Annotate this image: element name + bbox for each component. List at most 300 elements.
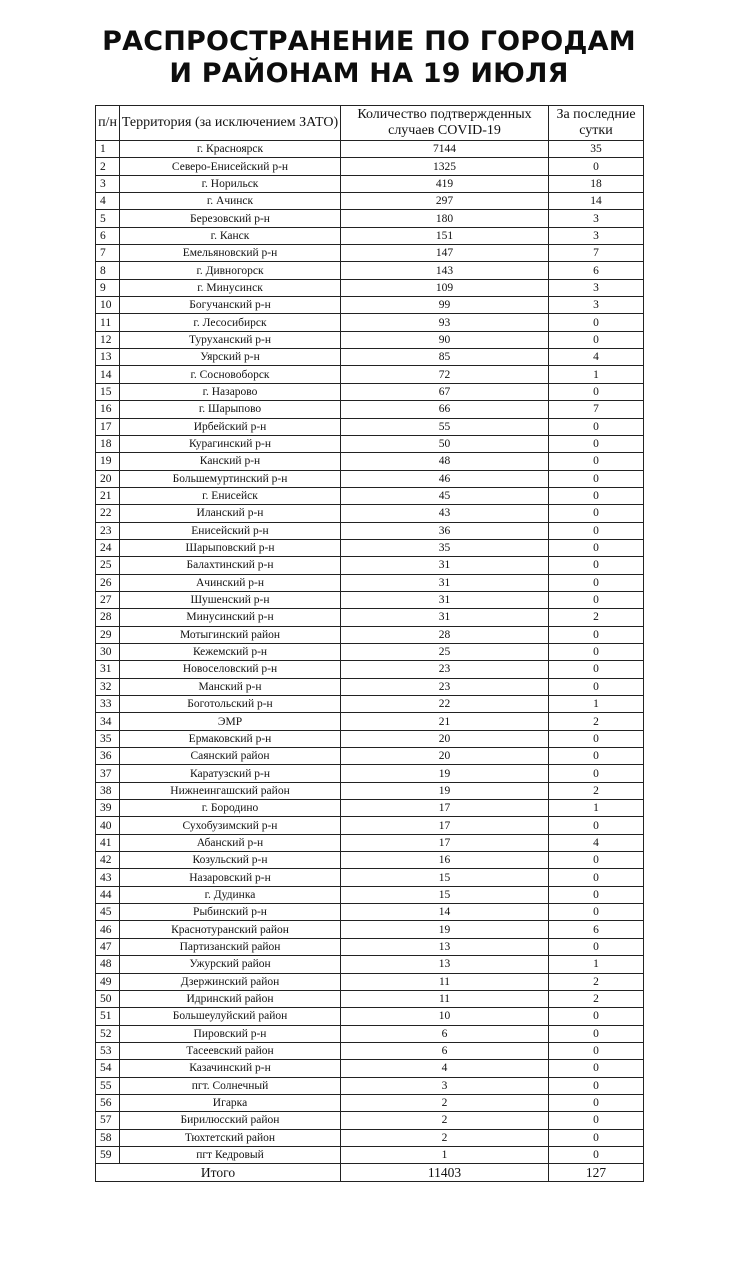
last-day-cell: 0 [549, 730, 644, 747]
row-number: 36 [96, 748, 120, 765]
cases-count-cell: 21 [341, 713, 549, 730]
cases-count-cell: 4 [341, 1060, 549, 1077]
row-number: 18 [96, 435, 120, 452]
territory-cell: г. Минусинск [120, 279, 341, 296]
row-number: 50 [96, 990, 120, 1007]
row-number: 13 [96, 349, 120, 366]
cases-count-cell: 11 [341, 990, 549, 1007]
cases-count-cell: 180 [341, 210, 549, 227]
cases-count-cell: 36 [341, 522, 549, 539]
last-day-cell: 0 [549, 626, 644, 643]
header-number: п/н [96, 106, 120, 141]
cases-count-cell: 13 [341, 938, 549, 955]
territory-cell: г. Ачинск [120, 193, 341, 210]
row-number: 7 [96, 245, 120, 262]
row-number: 25 [96, 557, 120, 574]
table-row [96, 730, 644, 747]
last-day-cell: 2 [549, 782, 644, 799]
last-day-cell: 4 [549, 349, 644, 366]
territory-cell: г. Бородино [120, 800, 341, 817]
cases-count-cell: 2 [341, 1094, 549, 1111]
last-day-cell: 0 [549, 539, 644, 556]
cases-count-cell: 50 [341, 435, 549, 452]
last-day-cell: 18 [549, 175, 644, 192]
row-number: 21 [96, 487, 120, 504]
territory-cell: Шарыповский р-н [120, 539, 341, 556]
table-row [96, 678, 644, 695]
row-number: 35 [96, 730, 120, 747]
territory-cell: Большеулуйский район [120, 1008, 341, 1025]
row-number: 6 [96, 227, 120, 244]
last-day-cell: 0 [549, 505, 644, 522]
row-number: 1 [96, 141, 120, 158]
table-row [96, 852, 644, 869]
table-row [96, 1008, 644, 1025]
table-row [96, 297, 644, 314]
cases-count-cell: 72 [341, 366, 549, 383]
table-row [96, 643, 644, 660]
table-row [96, 210, 644, 227]
territory-cell: Мотыгинский район [120, 626, 341, 643]
territory-cell: Козульский р-н [120, 852, 341, 869]
cases-count-cell: 15 [341, 886, 549, 903]
last-day-cell: 0 [549, 748, 644, 765]
row-number: 46 [96, 921, 120, 938]
table-row [96, 904, 644, 921]
last-day-cell: 0 [549, 1060, 644, 1077]
row-number: 56 [96, 1094, 120, 1111]
cases-count-cell: 55 [341, 418, 549, 435]
total-row [96, 1164, 644, 1182]
row-number: 30 [96, 643, 120, 660]
last-day-cell: 0 [549, 591, 644, 608]
table-row [96, 1112, 644, 1129]
table-row [96, 817, 644, 834]
row-number: 12 [96, 331, 120, 348]
cases-count-cell: 19 [341, 921, 549, 938]
cases-count-cell: 31 [341, 574, 549, 591]
table-row [96, 886, 644, 903]
last-day-cell: 0 [549, 1077, 644, 1094]
cases-count-cell: 14 [341, 904, 549, 921]
table-row [96, 626, 644, 643]
table-row [96, 539, 644, 556]
territory-cell: Уярский р-н [120, 349, 341, 366]
row-number: 33 [96, 696, 120, 713]
last-day-cell: 0 [549, 470, 644, 487]
last-day-cell: 1 [549, 956, 644, 973]
row-number: 11 [96, 314, 120, 331]
cases-count-cell: 2 [341, 1112, 549, 1129]
cases-count-cell: 20 [341, 748, 549, 765]
territory-cell: Емельяновский р-н [120, 245, 341, 262]
row-number: 4 [96, 193, 120, 210]
cases-count-cell: 147 [341, 245, 549, 262]
table-row [96, 349, 644, 366]
last-day-cell: 0 [549, 938, 644, 955]
cases-count-cell: 151 [341, 227, 549, 244]
table-row [96, 938, 644, 955]
territory-cell: г. Лесосибирск [120, 314, 341, 331]
last-day-cell: 35 [549, 141, 644, 158]
table-row [96, 591, 644, 608]
row-number: 27 [96, 591, 120, 608]
row-number: 58 [96, 1129, 120, 1146]
table-row [96, 1042, 644, 1059]
last-day-cell: 2 [549, 973, 644, 990]
territory-cell: г. Назарово [120, 383, 341, 400]
territory-cell: Саянский район [120, 748, 341, 765]
last-day-cell: 0 [549, 886, 644, 903]
cases-count-cell: 28 [341, 626, 549, 643]
row-number: 5 [96, 210, 120, 227]
row-number: 34 [96, 713, 120, 730]
territory-cell: Канский р-н [120, 453, 341, 470]
cases-count-cell: 6 [341, 1042, 549, 1059]
territory-cell: пгт Кедровый [120, 1146, 341, 1163]
title-line-1: РАСПРОСТРАНЕНИЕ ПО ГОРОДАМ [102, 26, 636, 57]
last-day-cell: 0 [549, 1129, 644, 1146]
row-number: 53 [96, 1042, 120, 1059]
last-day-cell: 0 [549, 383, 644, 400]
table-row [96, 279, 644, 296]
table-row [96, 921, 644, 938]
cases-count-cell: 35 [341, 539, 549, 556]
table-row [96, 1094, 644, 1111]
table-row [96, 331, 644, 348]
row-number: 42 [96, 852, 120, 869]
row-number: 2 [96, 158, 120, 175]
last-day-cell: 14 [549, 193, 644, 210]
table-row [96, 574, 644, 591]
row-number: 17 [96, 418, 120, 435]
table-header-row [96, 106, 644, 141]
table-row [96, 696, 644, 713]
row-number: 31 [96, 661, 120, 678]
cases-count-cell: 46 [341, 470, 549, 487]
last-day-cell: 3 [549, 297, 644, 314]
territory-cell: Туруханский р-н [120, 331, 341, 348]
territory-cell: г. Шарыпово [120, 401, 341, 418]
row-number: 41 [96, 834, 120, 851]
total-label: Итого [96, 1164, 341, 1182]
cases-count-cell: 31 [341, 557, 549, 574]
table-row [96, 453, 644, 470]
territory-cell: Иланский р-н [120, 505, 341, 522]
row-number: 48 [96, 956, 120, 973]
cases-count-cell: 109 [341, 279, 549, 296]
cases-count-cell: 48 [341, 453, 549, 470]
table-row [96, 713, 644, 730]
territory-cell: Шушенский р-н [120, 591, 341, 608]
territory-cell: Каратузский р-н [120, 765, 341, 782]
table-row [96, 227, 644, 244]
last-day-cell: 0 [549, 852, 644, 869]
table-row [96, 470, 644, 487]
cases-count-cell: 43 [341, 505, 549, 522]
total-count: 11403 [341, 1164, 549, 1182]
last-day-cell: 0 [549, 574, 644, 591]
last-day-cell: 0 [549, 557, 644, 574]
territory-cell: Рыбинский р-н [120, 904, 341, 921]
row-number: 55 [96, 1077, 120, 1094]
territory-cell: Тасеевский район [120, 1042, 341, 1059]
table-row [96, 557, 644, 574]
cases-count-cell: 23 [341, 661, 549, 678]
territory-cell: Абанский р-н [120, 834, 341, 851]
last-day-cell: 0 [549, 1146, 644, 1163]
row-number: 37 [96, 765, 120, 782]
row-number: 44 [96, 886, 120, 903]
territory-cell: Игарка [120, 1094, 341, 1111]
territory-cell: Дзержинский район [120, 973, 341, 990]
last-day-cell: 7 [549, 401, 644, 418]
last-day-cell: 0 [549, 765, 644, 782]
last-day-cell: 0 [549, 1042, 644, 1059]
table-row [96, 973, 644, 990]
row-number: 39 [96, 800, 120, 817]
last-day-cell: 0 [549, 314, 644, 331]
table-row [96, 869, 644, 886]
table-row [96, 1060, 644, 1077]
territory-cell: Енисейский р-н [120, 522, 341, 539]
territory-cell: Краснотуранский район [120, 921, 341, 938]
row-number: 14 [96, 366, 120, 383]
territory-cell: Кежемский р-н [120, 643, 341, 660]
table-row [96, 245, 644, 262]
territory-cell: г. Енисейск [120, 487, 341, 504]
row-number: 47 [96, 938, 120, 955]
last-day-cell: 0 [549, 869, 644, 886]
row-number: 45 [96, 904, 120, 921]
territory-cell: пгт. Солнечный [120, 1077, 341, 1094]
territory-cell: Сухобузимский р-н [120, 817, 341, 834]
territory-cell: г. Канск [120, 227, 341, 244]
last-day-cell: 3 [549, 227, 644, 244]
last-day-cell: 0 [549, 1094, 644, 1111]
cases-count-cell: 45 [341, 487, 549, 504]
title-line-2: И РАЙОНАМ НА 19 ИЮЛЯ [169, 58, 569, 89]
territory-cell: г. Сосновоборск [120, 366, 341, 383]
table-row [96, 782, 644, 799]
territory-cell: г. Красноярск [120, 141, 341, 158]
cases-count-cell: 93 [341, 314, 549, 331]
table-row [96, 366, 644, 383]
row-number: 28 [96, 609, 120, 626]
cases-count-cell: 23 [341, 678, 549, 695]
cases-count-cell: 143 [341, 262, 549, 279]
last-day-cell: 3 [549, 210, 644, 227]
row-number: 52 [96, 1025, 120, 1042]
territory-cell: Казачинский р-н [120, 1060, 341, 1077]
row-number: 51 [96, 1008, 120, 1025]
table-row [96, 609, 644, 626]
table-row [96, 1129, 644, 1146]
last-day-cell: 0 [549, 487, 644, 504]
last-day-cell: 6 [549, 262, 644, 279]
cases-count-cell: 3 [341, 1077, 549, 1094]
last-day-cell: 0 [549, 435, 644, 452]
last-day-cell: 2 [549, 713, 644, 730]
cases-count-cell: 11 [341, 973, 549, 990]
row-number: 24 [96, 539, 120, 556]
covid-cases-table [95, 105, 644, 1182]
row-number: 19 [96, 453, 120, 470]
territory-cell: Ирбейский р-н [120, 418, 341, 435]
table-body [96, 141, 644, 1164]
table-row [96, 401, 644, 418]
last-day-cell: 0 [549, 678, 644, 695]
last-day-cell: 4 [549, 834, 644, 851]
last-day-cell: 0 [549, 817, 644, 834]
territory-cell: Партизанский район [120, 938, 341, 955]
last-day-cell: 0 [549, 418, 644, 435]
cases-count-cell: 66 [341, 401, 549, 418]
last-day-cell: 0 [549, 453, 644, 470]
total-last-day: 127 [549, 1164, 644, 1182]
territory-cell: Большемуртинский р-н [120, 470, 341, 487]
table-row [96, 383, 644, 400]
territory-cell: Боготольский р-н [120, 696, 341, 713]
territory-cell: Манский р-н [120, 678, 341, 695]
row-number: 9 [96, 279, 120, 296]
cases-count-cell: 22 [341, 696, 549, 713]
table-row [96, 1077, 644, 1094]
territory-cell: г. Дивногорск [120, 262, 341, 279]
table-row [96, 661, 644, 678]
territory-cell: Ачинский р-н [120, 574, 341, 591]
table-row [96, 765, 644, 782]
header-last-day: За последние сутки [549, 106, 644, 141]
cases-count-cell: 297 [341, 193, 549, 210]
row-number: 22 [96, 505, 120, 522]
row-number: 57 [96, 1112, 120, 1129]
last-day-cell: 0 [549, 661, 644, 678]
cases-count-cell: 85 [341, 349, 549, 366]
territory-cell: Богучанский р-н [120, 297, 341, 314]
header-territory: Территория (за исключением ЗАТО) [120, 106, 341, 141]
last-day-cell: 0 [549, 1008, 644, 1025]
last-day-cell: 3 [549, 279, 644, 296]
cases-count-cell: 16 [341, 852, 549, 869]
territory-cell: Балахтинский р-н [120, 557, 341, 574]
header-count: Количество подтвержденных случаев COVID-19 [341, 106, 549, 141]
cases-count-cell: 13 [341, 956, 549, 973]
row-number: 54 [96, 1060, 120, 1077]
cases-count-cell: 19 [341, 765, 549, 782]
last-day-cell: 0 [549, 904, 644, 921]
table-row [96, 158, 644, 175]
last-day-cell: 1 [549, 366, 644, 383]
last-day-cell: 1 [549, 696, 644, 713]
table-row [96, 956, 644, 973]
cases-count-cell: 20 [341, 730, 549, 747]
last-day-cell: 6 [549, 921, 644, 938]
row-number: 32 [96, 678, 120, 695]
cases-count-cell: 99 [341, 297, 549, 314]
cases-count-cell: 31 [341, 591, 549, 608]
table-row [96, 487, 644, 504]
row-number: 15 [96, 383, 120, 400]
row-number: 8 [96, 262, 120, 279]
last-day-cell: 0 [549, 158, 644, 175]
cases-count-cell: 6 [341, 1025, 549, 1042]
table-row [96, 141, 644, 158]
table-row [96, 418, 644, 435]
cases-count-cell: 90 [341, 331, 549, 348]
table-row [96, 800, 644, 817]
territory-cell: Пировский р-н [120, 1025, 341, 1042]
last-day-cell: 0 [549, 522, 644, 539]
cases-count-cell: 7144 [341, 141, 549, 158]
territory-cell: Идринский район [120, 990, 341, 1007]
table-row [96, 834, 644, 851]
territory-cell: Северо-Енисейский р-н [120, 158, 341, 175]
row-number: 26 [96, 574, 120, 591]
table-row [96, 193, 644, 210]
row-number: 10 [96, 297, 120, 314]
territory-cell: г. Норильск [120, 175, 341, 192]
territory-cell: Новоселовский р-н [120, 661, 341, 678]
cases-count-cell: 17 [341, 834, 549, 851]
last-day-cell: 2 [549, 990, 644, 1007]
row-number: 38 [96, 782, 120, 799]
row-number: 23 [96, 522, 120, 539]
cases-count-cell: 10 [341, 1008, 549, 1025]
cases-count-cell: 1325 [341, 158, 549, 175]
last-day-cell: 1 [549, 800, 644, 817]
territory-cell: Нижнеингашский район [120, 782, 341, 799]
territory-cell: Назаровский р-н [120, 869, 341, 886]
table-row [96, 1025, 644, 1042]
table-row [96, 314, 644, 331]
row-number: 49 [96, 973, 120, 990]
page-title [0, 26, 738, 90]
table-row [96, 262, 644, 279]
cases-count-cell: 1 [341, 1146, 549, 1163]
territory-cell: Березовский р-н [120, 210, 341, 227]
territory-cell: г. Дудинка [120, 886, 341, 903]
last-day-cell: 0 [549, 643, 644, 660]
row-number: 20 [96, 470, 120, 487]
last-day-cell: 0 [549, 331, 644, 348]
territory-cell: ЭМР [120, 713, 341, 730]
last-day-cell: 7 [549, 245, 644, 262]
cases-count-cell: 25 [341, 643, 549, 660]
row-number: 3 [96, 175, 120, 192]
last-day-cell: 2 [549, 609, 644, 626]
cases-count-cell: 2 [341, 1129, 549, 1146]
table-row [96, 748, 644, 765]
table-row [96, 435, 644, 452]
row-number: 40 [96, 817, 120, 834]
cases-count-cell: 15 [341, 869, 549, 886]
territory-cell: Минусинский р-н [120, 609, 341, 626]
cases-count-cell: 17 [341, 800, 549, 817]
row-number: 29 [96, 626, 120, 643]
territory-cell: Тюхтетский район [120, 1129, 341, 1146]
table-row [96, 522, 644, 539]
cases-count-cell: 17 [341, 817, 549, 834]
territory-cell: Ужурский район [120, 956, 341, 973]
table-row [96, 175, 644, 192]
row-number: 43 [96, 869, 120, 886]
last-day-cell: 0 [549, 1025, 644, 1042]
territory-cell: Бирилюсский район [120, 1112, 341, 1129]
cases-count-cell: 67 [341, 383, 549, 400]
table-row [96, 1146, 644, 1163]
cases-count-cell: 19 [341, 782, 549, 799]
